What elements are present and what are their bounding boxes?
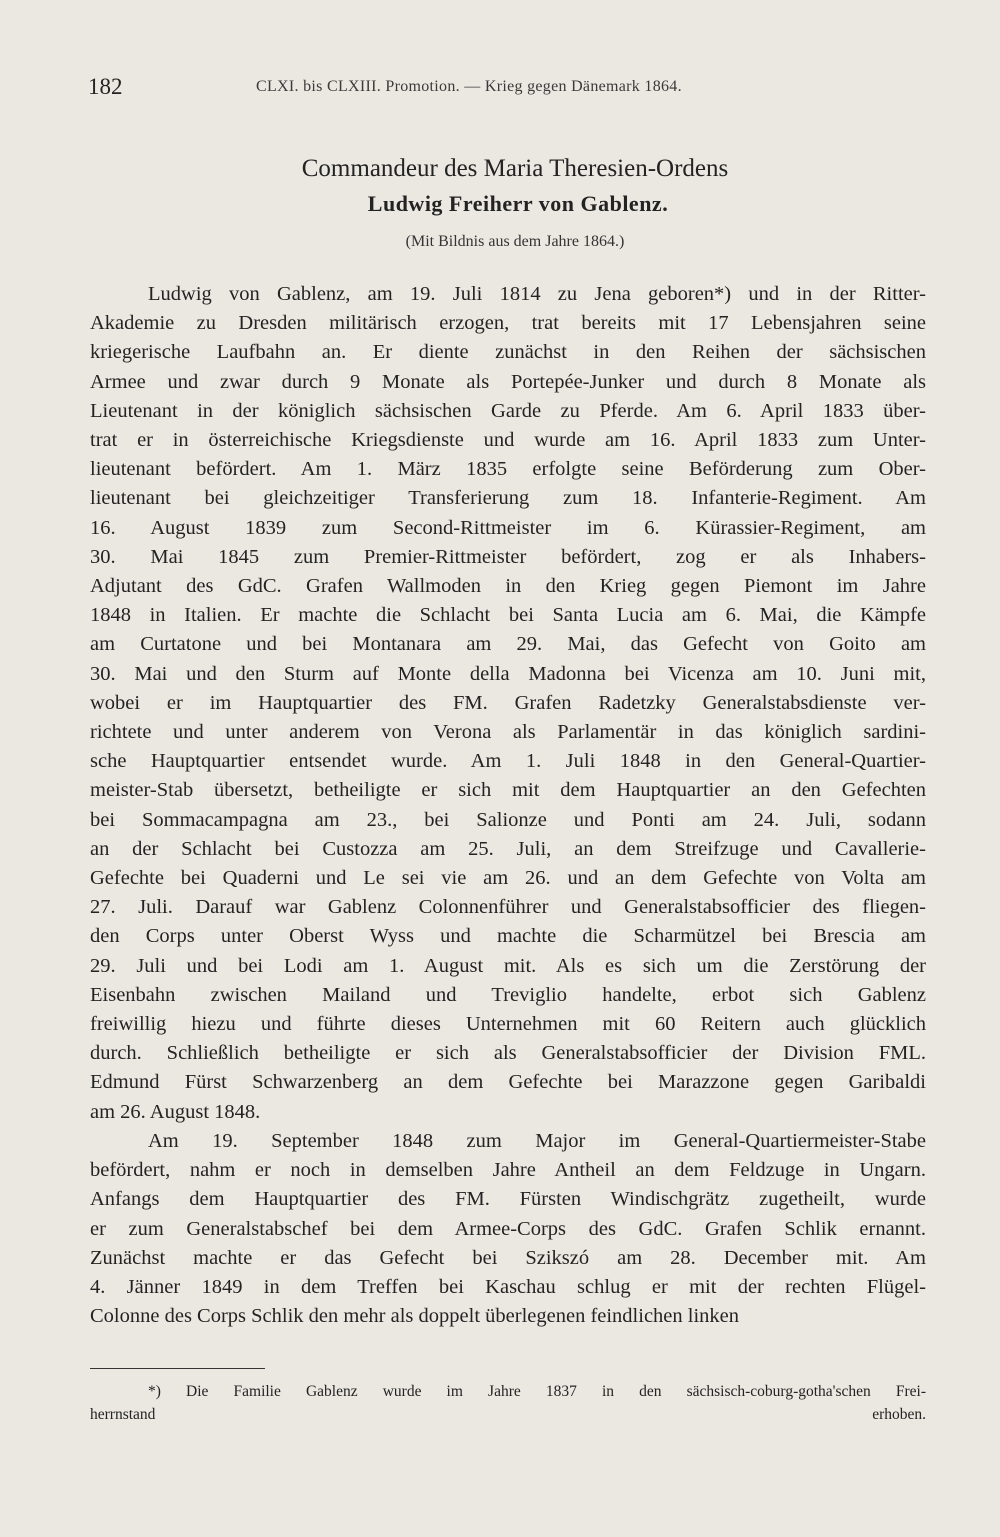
text-line: freiwillig hiezu und führte dieses Unternehmen mit 60 Reitern auch glücklich [90, 1013, 926, 1036]
text-line: 30. Mai und den Sturm auf Monte della Madonna bei Vicenza am 10. Juni mit, [90, 662, 926, 685]
text-line: Edmund Fürst Schwarzenberg an dem Gefechte bei Marazzone gegen Garibaldi [90, 1071, 926, 1094]
text-line: Akademie zu Dresden militärisch erzogen, trat bereits mit 17 Lebensjahren seine [90, 312, 926, 335]
body-text [90, 280, 926, 1331]
text-line: er zum Generalstabschef bei dem Armee-Corps des GdC. Grafen Schlik ernannt. [90, 1217, 926, 1240]
text-line: trat er in österreichische Kriegsdienste und wurde am 16. April 1833 zum Unter- [90, 429, 926, 452]
text-line: 30. Mai 1845 zum Premier-Rittmeister befördert, zog er als Inhabers- [90, 545, 926, 568]
text-line: Eisenbahn zwischen Mailand und Treviglio handelte, erbot sich Gablenz [90, 983, 926, 1006]
text-line: kriegerische Laufbahn an. Er diente zunächst in den Reihen der sächsischen [90, 341, 926, 364]
text-line: Ludwig von Gablenz, am 19. Juli 1814 zu Jena geboren*) und in der Ritter- [148, 283, 926, 305]
order-title: Commandeur des Maria Theresien-Ordens [301, 155, 729, 182]
paragraph [90, 1127, 926, 1331]
text-line: Am 19. September 1848 zum Major im General-Quartiermeister-Stabe [148, 1129, 926, 1152]
text-line: Zunächst machte er das Gefecht bei Szikszó am 28. December mit. Am [90, 1246, 926, 1269]
text-line: Anfangs dem Hauptquartier des FM. Fürsten Windischgrätz zugetheilt, wurde [90, 1188, 926, 1211]
text-line: am 26. August 1848. [90, 1100, 261, 1123]
portrait-note: (Mit Bildnis aus dem Jahre 1864.) [405, 233, 625, 250]
text-line: Lieutenant in der königlich sächsischen Garde zu Pferde. Am 6. April 1833 über- [90, 399, 926, 422]
running-head: CLXI. bis CLXIII. Promotion. — Krieg gegen Dänemark 1864. [256, 78, 682, 95]
text-line: 1848 in Italien. Er machte die Schlacht bei Santa Lucia am 6. Mai, die Kämpfe [90, 604, 926, 627]
text-line: 4. Jänner 1849 in dem Treffen bei Kaschau schlug er mit der rechten Flügel- [90, 1275, 926, 1298]
text-line: 16. August 1839 zum Second-Rittmeister im 6. Kürassier-Regiment, am [90, 516, 926, 539]
footnote-line: *) Die Familie Gablenz wurde im Jahre 1837 in den sächsisch-coburg-gotha'schen Frei- [148, 1383, 926, 1400]
text-line: Gefechte bei Quaderni und Le sei vie am 26. und an dem Gefechte von Volta am [90, 867, 926, 890]
text-line: lieutenant bei gleichzeitiger Transferierung zum 18. Infanterie-Regiment. Am [90, 487, 926, 510]
footnote [90, 1380, 926, 1426]
text-line: Armee und zwar durch 9 Monate als Portepée-Junker und durch 8 Monate als [90, 370, 926, 393]
person-name-heading: Ludwig Freiherr von Gablenz. [367, 191, 669, 216]
paragraph [90, 280, 926, 1127]
page-number: 182 [88, 74, 123, 99]
text-line: 27. Juli. Darauf war Gablenz Colonnenführer und Generalstabsofficier des fliegen- [90, 896, 926, 919]
text-line: richtete und unter anderem von Verona als Parlamentär in das königlich sardini- [90, 721, 926, 744]
text-line: 29. Juli und bei Lodi am 1. August mit. Als es sich um die Zerstörung der [90, 954, 926, 977]
text-line: am Curtatone und bei Montanara am 29. Mai, das Gefecht von Goito am [90, 633, 926, 656]
text-line: Colonne des Corps Schlik den mehr als doppelt überlegenen feindlichen linken [90, 1305, 740, 1328]
text-line: lieutenant befördert. Am 1. März 1835 erfolgte seine Beförderung zum Ober- [90, 458, 926, 481]
footnote-line: herrnstand erhoben. [90, 1406, 926, 1423]
text-line: bei Sommacampagna am 23., bei Salionze und Ponti am 24. Juli, sodann [90, 808, 926, 831]
page-header [88, 74, 928, 110]
footnote-divider [90, 1368, 265, 1369]
text-line: durch. Schließlich betheiligte er sich als Generalstabsofficier der Division FML. [90, 1042, 926, 1065]
text-line: den Corps unter Oberst Wyss und machte die Scharmützel bei Brescia am [90, 925, 926, 948]
text-line: sche Hauptquartier entsendet wurde. Am 1. Juli 1848 in den General-Quartier- [90, 750, 926, 773]
text-line: an der Schlacht bei Custozza am 25. Juli, an dem Streifzuge und Cavallerie- [90, 837, 926, 860]
text-line: Adjutant des GdC. Grafen Wallmoden in den Krieg gegen Piemont im Jahre [90, 575, 926, 598]
text-line: wobei er im Hauptquartier des FM. Grafen Radetzky Generalstabsdienste ver- [90, 691, 926, 714]
article-title-block [88, 155, 928, 251]
text-line: befördert, nahm er noch in demselben Jahre Antheil an dem Feldzuge in Ungarn. [90, 1159, 926, 1182]
text-line: meister-Stab übersetzt, betheiligte er sich mit dem Hauptquartier an den Gefechten [90, 779, 926, 802]
